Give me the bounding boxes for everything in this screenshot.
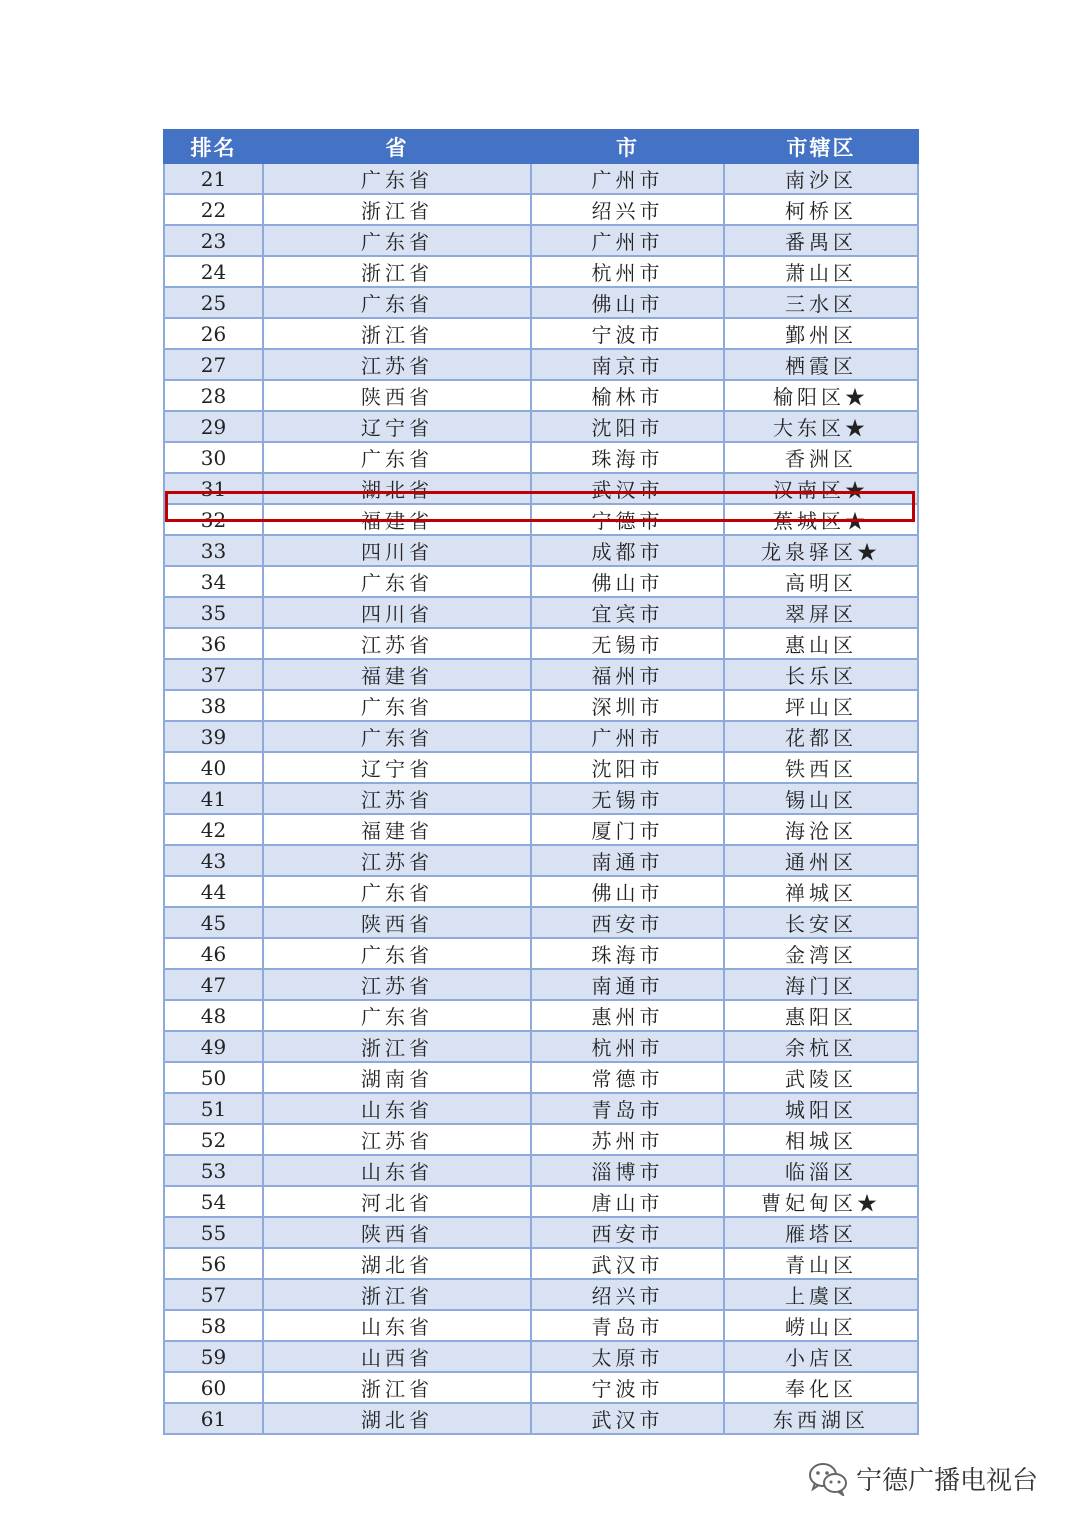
district-cell: 铁西区 xyxy=(724,752,918,783)
district-cell: 鄞州区 xyxy=(724,318,918,349)
province-cell: 湖南省 xyxy=(263,1062,531,1093)
rank-cell: 35 xyxy=(164,597,263,628)
district-cell: 长安区 xyxy=(724,907,918,938)
table-row xyxy=(164,907,918,938)
province-cell: 广东省 xyxy=(263,876,531,907)
city-cell: 西安市 xyxy=(531,1217,724,1248)
table-row xyxy=(164,597,918,628)
rank-cell: 45 xyxy=(164,907,263,938)
city-cell: 武汉市 xyxy=(531,473,724,504)
province-cell: 广东省 xyxy=(263,721,531,752)
province-cell: 江苏省 xyxy=(263,969,531,1000)
city-cell: 广州市 xyxy=(531,721,724,752)
table-row xyxy=(164,256,918,287)
city-cell: 西安市 xyxy=(531,907,724,938)
city-cell: 惠州市 xyxy=(531,1000,724,1031)
province-cell: 河北省 xyxy=(263,1186,531,1217)
province-cell: 浙江省 xyxy=(263,1031,531,1062)
rank-cell: 60 xyxy=(164,1372,263,1403)
table-row xyxy=(164,783,918,814)
district-cell: 香洲区 xyxy=(724,442,918,473)
province-cell: 广东省 xyxy=(263,690,531,721)
rank-cell: 43 xyxy=(164,845,263,876)
city-cell: 南通市 xyxy=(531,969,724,1000)
province-cell: 福建省 xyxy=(263,659,531,690)
province-cell: 广东省 xyxy=(263,163,531,194)
table-row xyxy=(164,504,918,535)
province-cell: 浙江省 xyxy=(263,256,531,287)
province-cell: 山东省 xyxy=(263,1310,531,1341)
city-cell: 无锡市 xyxy=(531,783,724,814)
table-row xyxy=(164,1093,918,1124)
wechat-icon xyxy=(808,1462,848,1496)
rank-cell: 47 xyxy=(164,969,263,1000)
province-cell: 山东省 xyxy=(263,1155,531,1186)
rank-cell: 21 xyxy=(164,163,263,194)
city-cell: 常德市 xyxy=(531,1062,724,1093)
city-cell: 宁波市 xyxy=(531,318,724,349)
table-row xyxy=(164,411,918,442)
province-cell: 广东省 xyxy=(263,287,531,318)
table-row xyxy=(164,938,918,969)
district-cell: 萧山区 xyxy=(724,256,918,287)
district-cell: 汉南区★ xyxy=(724,473,918,504)
rank-cell: 29 xyxy=(164,411,263,442)
province-cell: 福建省 xyxy=(263,814,531,845)
table-row xyxy=(164,535,918,566)
city-cell: 杭州市 xyxy=(531,256,724,287)
district-cell: 坪山区 xyxy=(724,690,918,721)
district-cell: 上虞区 xyxy=(724,1279,918,1310)
district-cell: 雁塔区 xyxy=(724,1217,918,1248)
table-row xyxy=(164,845,918,876)
watermark xyxy=(808,1460,1038,1497)
city-cell: 广州市 xyxy=(531,225,724,256)
province-cell: 山西省 xyxy=(263,1341,531,1372)
district-cell: 相城区 xyxy=(724,1124,918,1155)
rank-cell: 24 xyxy=(164,256,263,287)
province-cell: 四川省 xyxy=(263,597,531,628)
rank-cell: 61 xyxy=(164,1403,263,1434)
rank-cell: 36 xyxy=(164,628,263,659)
city-cell: 珠海市 xyxy=(531,938,724,969)
district-cell: 龙泉驿区★ xyxy=(724,535,918,566)
rank-cell: 54 xyxy=(164,1186,263,1217)
city-cell: 榆林市 xyxy=(531,380,724,411)
city-cell: 苏州市 xyxy=(531,1124,724,1155)
district-cell: 大东区★ xyxy=(724,411,918,442)
rank-cell: 59 xyxy=(164,1341,263,1372)
table-row xyxy=(164,752,918,783)
table-row xyxy=(164,814,918,845)
table-row xyxy=(164,1124,918,1155)
table-row xyxy=(164,1155,918,1186)
province-cell: 广东省 xyxy=(263,1000,531,1031)
rank-cell: 42 xyxy=(164,814,263,845)
city-cell: 武汉市 xyxy=(531,1403,724,1434)
table-row xyxy=(164,194,918,225)
district-cell: 惠山区 xyxy=(724,628,918,659)
province-cell: 广东省 xyxy=(263,938,531,969)
rank-cell: 37 xyxy=(164,659,263,690)
rank-cell: 55 xyxy=(164,1217,263,1248)
district-cell: 蕉城区★ xyxy=(724,504,918,535)
province-cell: 湖北省 xyxy=(263,1403,531,1434)
header-province: 省 xyxy=(263,130,531,163)
district-cell: 榆阳区★ xyxy=(724,380,918,411)
province-cell: 湖北省 xyxy=(263,473,531,504)
table-row xyxy=(164,1341,918,1372)
district-cell: 长乐区 xyxy=(724,659,918,690)
city-cell: 绍兴市 xyxy=(531,194,724,225)
rank-cell: 32 xyxy=(164,504,263,535)
rank-cell: 57 xyxy=(164,1279,263,1310)
district-cell: 金湾区 xyxy=(724,938,918,969)
header-rank: 排名 xyxy=(164,130,263,163)
rank-cell: 51 xyxy=(164,1093,263,1124)
city-cell: 厦门市 xyxy=(531,814,724,845)
rank-cell: 53 xyxy=(164,1155,263,1186)
city-cell: 深圳市 xyxy=(531,690,724,721)
table-row xyxy=(164,876,918,907)
district-cell: 海门区 xyxy=(724,969,918,1000)
watermark-text: 宁德广播电视台 xyxy=(856,1466,1039,1496)
table-row xyxy=(164,1217,918,1248)
district-cell: 柯桥区 xyxy=(724,194,918,225)
table-row xyxy=(164,225,918,256)
table-row xyxy=(164,628,918,659)
province-cell: 辽宁省 xyxy=(263,752,531,783)
table-row xyxy=(164,1279,918,1310)
table-row xyxy=(164,473,918,504)
province-cell: 浙江省 xyxy=(263,194,531,225)
table-row xyxy=(164,969,918,1000)
province-cell: 陕西省 xyxy=(263,380,531,411)
city-cell: 南京市 xyxy=(531,349,724,380)
table-row xyxy=(164,659,918,690)
district-cell: 番禺区 xyxy=(724,225,918,256)
table-row xyxy=(164,1372,918,1403)
province-cell: 四川省 xyxy=(263,535,531,566)
rank-cell: 44 xyxy=(164,876,263,907)
header-district: 市辖区 xyxy=(724,130,918,163)
rank-cell: 33 xyxy=(164,535,263,566)
province-cell: 辽宁省 xyxy=(263,411,531,442)
district-cell: 东西湖区 xyxy=(724,1403,918,1434)
table-header-row xyxy=(164,130,918,163)
ranking-table xyxy=(163,129,919,1435)
rank-cell: 58 xyxy=(164,1310,263,1341)
province-cell: 江苏省 xyxy=(263,349,531,380)
rank-cell: 34 xyxy=(164,566,263,597)
city-cell: 青岛市 xyxy=(531,1310,724,1341)
table-row xyxy=(164,721,918,752)
district-cell: 锡山区 xyxy=(724,783,918,814)
district-cell: 三水区 xyxy=(724,287,918,318)
city-cell: 沈阳市 xyxy=(531,411,724,442)
rank-cell: 26 xyxy=(164,318,263,349)
district-cell: 崂山区 xyxy=(724,1310,918,1341)
table-row xyxy=(164,163,918,194)
city-cell: 唐山市 xyxy=(531,1186,724,1217)
table-row xyxy=(164,349,918,380)
city-cell: 福州市 xyxy=(531,659,724,690)
province-cell: 江苏省 xyxy=(263,845,531,876)
district-cell: 南沙区 xyxy=(724,163,918,194)
district-cell: 高明区 xyxy=(724,566,918,597)
district-cell: 花都区 xyxy=(724,721,918,752)
table-row xyxy=(164,1310,918,1341)
province-cell: 陕西省 xyxy=(263,907,531,938)
district-cell: 城阳区 xyxy=(724,1093,918,1124)
district-cell: 海沧区 xyxy=(724,814,918,845)
district-cell: 小店区 xyxy=(724,1341,918,1372)
table-row xyxy=(164,318,918,349)
table-row xyxy=(164,1186,918,1217)
table-row xyxy=(164,566,918,597)
province-cell: 陕西省 xyxy=(263,1217,531,1248)
table-row xyxy=(164,690,918,721)
district-cell: 武陵区 xyxy=(724,1062,918,1093)
table-row xyxy=(164,442,918,473)
city-cell: 宁德市 xyxy=(531,504,724,535)
city-cell: 青岛市 xyxy=(531,1093,724,1124)
city-cell: 珠海市 xyxy=(531,442,724,473)
district-cell: 临淄区 xyxy=(724,1155,918,1186)
province-cell: 广东省 xyxy=(263,442,531,473)
rank-cell: 39 xyxy=(164,721,263,752)
city-cell: 宜宾市 xyxy=(531,597,724,628)
rank-cell: 30 xyxy=(164,442,263,473)
city-cell: 佛山市 xyxy=(531,287,724,318)
rank-cell: 52 xyxy=(164,1124,263,1155)
province-cell: 江苏省 xyxy=(263,628,531,659)
rank-cell: 40 xyxy=(164,752,263,783)
table-row xyxy=(164,1248,918,1279)
rank-cell: 46 xyxy=(164,938,263,969)
province-cell: 浙江省 xyxy=(263,318,531,349)
header-city: 市 xyxy=(531,130,724,163)
table-row xyxy=(164,1062,918,1093)
table-row xyxy=(164,1403,918,1434)
district-cell: 青山区 xyxy=(724,1248,918,1279)
city-cell: 太原市 xyxy=(531,1341,724,1372)
province-cell: 广东省 xyxy=(263,225,531,256)
city-cell: 佛山市 xyxy=(531,876,724,907)
city-cell: 淄博市 xyxy=(531,1155,724,1186)
city-cell: 佛山市 xyxy=(531,566,724,597)
district-cell: 奉化区 xyxy=(724,1372,918,1403)
province-cell: 福建省 xyxy=(263,504,531,535)
table-row xyxy=(164,380,918,411)
table-row xyxy=(164,1031,918,1062)
district-cell: 余杭区 xyxy=(724,1031,918,1062)
rank-cell: 50 xyxy=(164,1062,263,1093)
table-body xyxy=(164,163,918,1434)
table-row xyxy=(164,287,918,318)
rank-cell: 27 xyxy=(164,349,263,380)
rank-cell: 38 xyxy=(164,690,263,721)
rank-cell: 49 xyxy=(164,1031,263,1062)
province-cell: 浙江省 xyxy=(263,1372,531,1403)
city-cell: 无锡市 xyxy=(531,628,724,659)
district-cell: 通州区 xyxy=(724,845,918,876)
province-cell: 江苏省 xyxy=(263,1124,531,1155)
table-row xyxy=(164,1000,918,1031)
province-cell: 山东省 xyxy=(263,1093,531,1124)
district-cell: 栖霞区 xyxy=(724,349,918,380)
city-cell: 宁波市 xyxy=(531,1372,724,1403)
rank-cell: 22 xyxy=(164,194,263,225)
district-cell: 翠屏区 xyxy=(724,597,918,628)
rank-cell: 28 xyxy=(164,380,263,411)
province-cell: 浙江省 xyxy=(263,1279,531,1310)
city-cell: 广州市 xyxy=(531,163,724,194)
city-cell: 绍兴市 xyxy=(531,1279,724,1310)
province-cell: 广东省 xyxy=(263,566,531,597)
rank-cell: 31 xyxy=(164,473,263,504)
city-cell: 南通市 xyxy=(531,845,724,876)
city-cell: 武汉市 xyxy=(531,1248,724,1279)
district-cell: 曹妃甸区★ xyxy=(724,1186,918,1217)
ranking-table-container xyxy=(163,129,917,1435)
province-cell: 江苏省 xyxy=(263,783,531,814)
district-cell: 禅城区 xyxy=(724,876,918,907)
province-cell: 湖北省 xyxy=(263,1248,531,1279)
rank-cell: 56 xyxy=(164,1248,263,1279)
city-cell: 沈阳市 xyxy=(531,752,724,783)
rank-cell: 48 xyxy=(164,1000,263,1031)
rank-cell: 41 xyxy=(164,783,263,814)
city-cell: 杭州市 xyxy=(531,1031,724,1062)
rank-cell: 25 xyxy=(164,287,263,318)
city-cell: 成都市 xyxy=(531,535,724,566)
rank-cell: 23 xyxy=(164,225,263,256)
district-cell: 惠阳区 xyxy=(724,1000,918,1031)
